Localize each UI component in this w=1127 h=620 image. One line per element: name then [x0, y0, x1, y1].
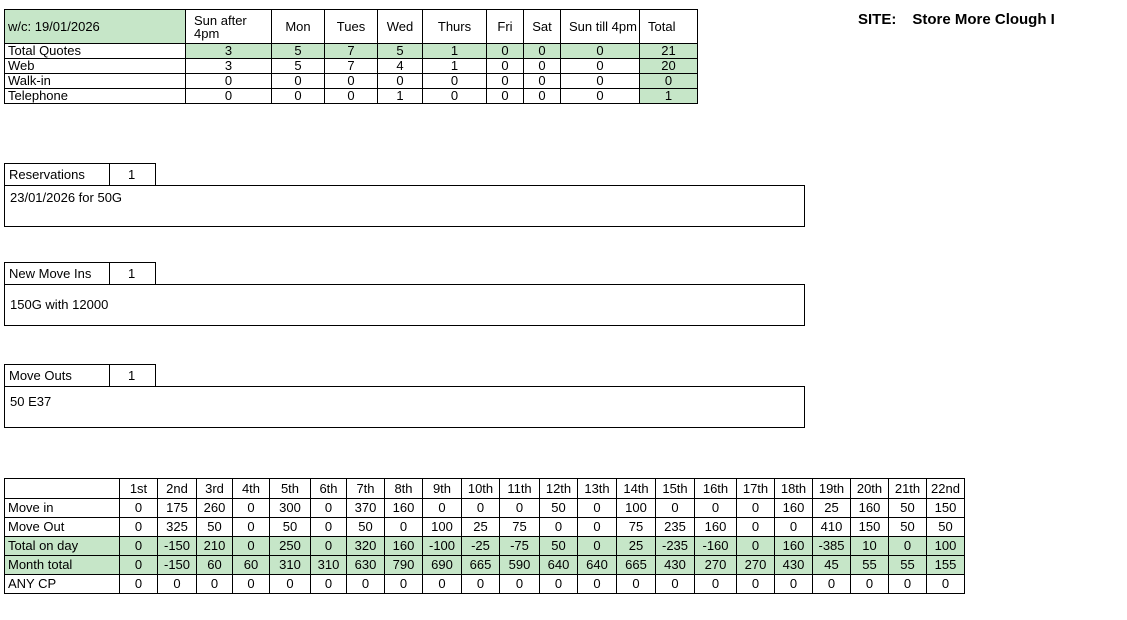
quotes-cell: 5: [378, 44, 423, 59]
daily-cell: -100: [423, 537, 462, 556]
day-header: 8th: [385, 479, 423, 499]
quotes-cell: 4: [378, 59, 423, 74]
daily-cell: 0: [500, 499, 540, 518]
daily-cell: 0: [737, 499, 775, 518]
daily-header-row: [5, 479, 965, 499]
quotes-cell: 0: [487, 89, 524, 104]
quotes-cell: 1: [378, 89, 423, 104]
daily-cell: 0: [311, 518, 347, 537]
daily-cell: 0: [270, 575, 311, 594]
day-header: 3rd: [197, 479, 233, 499]
daily-cell: 0: [656, 499, 695, 518]
daily-cell: 50: [347, 518, 385, 537]
daily-cell: 0: [695, 499, 737, 518]
quotes-row: [5, 89, 698, 104]
daily-cell: 0: [233, 537, 270, 556]
daily-cell: 160: [851, 499, 889, 518]
quotes-row: [5, 59, 698, 74]
week-commencing-label: w/c: 19/01/2026: [8, 18, 100, 34]
day-header: 22nd: [927, 479, 965, 499]
daily-cell: 0: [813, 575, 851, 594]
quotes-cell: 21: [640, 44, 698, 59]
col-header: Sun till 4pm: [561, 10, 640, 44]
day-header: 17th: [737, 479, 775, 499]
daily-cell: 300: [270, 499, 311, 518]
day-header: 13th: [578, 479, 617, 499]
quotes-cell: 0: [524, 44, 561, 59]
week-commencing-cell: [5, 10, 186, 44]
daily-cell: 160: [775, 537, 813, 556]
quotes-cell: 0: [524, 59, 561, 74]
daily-cell: 210: [197, 537, 233, 556]
quotes-cell: 3: [186, 59, 272, 74]
daily-cell: 0: [578, 575, 617, 594]
daily-corner-cell: [5, 479, 120, 499]
move-ins-count: 1: [110, 262, 156, 284]
daily-cell: 320: [347, 537, 385, 556]
day-header: 18th: [775, 479, 813, 499]
daily-cell: 260: [197, 499, 233, 518]
daily-cell: 155: [927, 556, 965, 575]
day-header: 6th: [311, 479, 347, 499]
daily-cell: 790: [385, 556, 423, 575]
daily-cell: 370: [347, 499, 385, 518]
daily-cell: 100: [617, 499, 656, 518]
daily-cell: 0: [737, 537, 775, 556]
daily-cell: 0: [617, 575, 656, 594]
quotes-cell: 0: [487, 59, 524, 74]
daily-cell: 0: [158, 575, 197, 594]
daily-cell: 665: [617, 556, 656, 575]
daily-cell: 0: [695, 575, 737, 594]
daily-cell: -160: [695, 537, 737, 556]
daily-cell: 0: [385, 575, 423, 594]
day-header: 15th: [656, 479, 695, 499]
site-title: [858, 11, 1055, 28]
daily-cell: 0: [578, 499, 617, 518]
daily-cell: 690: [423, 556, 462, 575]
daily-cell: 60: [197, 556, 233, 575]
daily-row: [5, 575, 965, 594]
quotes-cell: 0: [487, 74, 524, 89]
daily-row: [5, 518, 965, 537]
daily-cell: 160: [385, 499, 423, 518]
daily-cell: 235: [656, 518, 695, 537]
daily-cell: 0: [311, 575, 347, 594]
daily-cell: -235: [656, 537, 695, 556]
reservations-box: [4, 163, 805, 227]
daily-cell: 0: [500, 575, 540, 594]
quotes-cell: 0: [561, 44, 640, 59]
daily-cell: 0: [851, 575, 889, 594]
daily-row: [5, 556, 965, 575]
daily-cell: 0: [775, 518, 813, 537]
daily-cell: 50: [927, 518, 965, 537]
reservations-label: Reservations: [4, 163, 110, 185]
quotes-cell: 0: [423, 74, 487, 89]
daily-cell: 0: [311, 499, 347, 518]
daily-cell: 55: [851, 556, 889, 575]
quotes-cell: 0: [272, 89, 325, 104]
daily-row-label: Move in: [5, 499, 120, 518]
daily-cell: 0: [540, 518, 578, 537]
daily-cell: 175: [158, 499, 197, 518]
daily-cell: 25: [462, 518, 500, 537]
quotes-row-label: Telephone: [5, 89, 186, 104]
daily-cell: 630: [347, 556, 385, 575]
daily-cell: 0: [233, 518, 270, 537]
quotes-cell: 0: [325, 74, 378, 89]
quotes-cell: 0: [272, 74, 325, 89]
daily-cell: 160: [695, 518, 737, 537]
daily-cell: 100: [927, 537, 965, 556]
daily-cell: 0: [385, 518, 423, 537]
daily-cell: 60: [233, 556, 270, 575]
daily-cell: 310: [311, 556, 347, 575]
daily-cell: 0: [737, 518, 775, 537]
quotes-cell: 5: [272, 44, 325, 59]
daily-cell: 45: [813, 556, 851, 575]
daily-cell: 430: [656, 556, 695, 575]
daily-cell: 410: [813, 518, 851, 537]
daily-cell: -25: [462, 537, 500, 556]
daily-cell: 50: [889, 518, 927, 537]
daily-cell: 55: [889, 556, 927, 575]
reservations-notes: 23/01/2026 for 50G: [4, 185, 805, 227]
daily-cell: 50: [197, 518, 233, 537]
quotes-cell: 0: [186, 74, 272, 89]
daily-cell: 0: [540, 575, 578, 594]
daily-cell: 0: [889, 575, 927, 594]
quotes-header-row: [5, 10, 698, 44]
quotes-cell: 0: [524, 74, 561, 89]
daily-row-label: Month total: [5, 556, 120, 575]
daily-cell: 10: [851, 537, 889, 556]
day-header: 21th: [889, 479, 927, 499]
quotes-cell: 0: [561, 59, 640, 74]
move-ins-box: [4, 262, 805, 326]
daily-cell: 0: [120, 575, 158, 594]
quotes-cell: 0: [325, 89, 378, 104]
move-ins-label: New Move Ins: [4, 262, 110, 284]
day-header: 2nd: [158, 479, 197, 499]
col-header: Mon: [272, 10, 325, 44]
daily-cell: 75: [617, 518, 656, 537]
col-header: Wed: [378, 10, 423, 44]
daily-cell: 250: [270, 537, 311, 556]
daily-cell: 0: [197, 575, 233, 594]
col-header: Sun after 4pm: [186, 10, 272, 44]
daily-cell: 0: [775, 575, 813, 594]
quotes-cell: 0: [378, 74, 423, 89]
daily-cell: 0: [311, 537, 347, 556]
quotes-cell: 0: [524, 89, 561, 104]
daily-cell: 0: [120, 537, 158, 556]
daily-cell: 50: [889, 499, 927, 518]
daily-cell: 0: [578, 518, 617, 537]
daily-cell: 640: [540, 556, 578, 575]
daily-cell: 310: [270, 556, 311, 575]
daily-cell: 75: [500, 518, 540, 537]
daily-row: [5, 499, 965, 518]
day-header: 14th: [617, 479, 656, 499]
quotes-cell: 1: [423, 59, 487, 74]
daily-cell: 0: [656, 575, 695, 594]
quotes-row: [5, 44, 698, 59]
quotes-cell: 0: [487, 44, 524, 59]
daily-cell: -385: [813, 537, 851, 556]
move-outs-label: Move Outs: [4, 364, 110, 386]
quotes-row-label: Web: [5, 59, 186, 74]
daily-cell: 665: [462, 556, 500, 575]
move-outs-box: [4, 364, 805, 428]
day-header: 5th: [270, 479, 311, 499]
daily-cell: 0: [347, 575, 385, 594]
quotes-cell: 7: [325, 59, 378, 74]
daily-cell: 0: [462, 575, 500, 594]
daily-cell: 0: [120, 499, 158, 518]
daily-cell: 50: [270, 518, 311, 537]
day-header: 19th: [813, 479, 851, 499]
daily-cell: 0: [423, 499, 462, 518]
daily-cell: 160: [775, 499, 813, 518]
quotes-row-label: Total Quotes: [5, 44, 186, 59]
daily-cell: 325: [158, 518, 197, 537]
daily-cell: 430: [775, 556, 813, 575]
daily-cell: 0: [120, 556, 158, 575]
daily-cell: 25: [617, 537, 656, 556]
daily-cell: 0: [120, 518, 158, 537]
quotes-cell: 0: [561, 89, 640, 104]
quotes-table: [4, 9, 698, 104]
daily-cell: 0: [233, 575, 270, 594]
col-header: Fri: [487, 10, 524, 44]
daily-cell: 160: [385, 537, 423, 556]
daily-row: [5, 537, 965, 556]
day-header: 4th: [233, 479, 270, 499]
day-header: 20th: [851, 479, 889, 499]
quotes-cell: 7: [325, 44, 378, 59]
col-header: Tues: [325, 10, 378, 44]
daily-cell: -150: [158, 556, 197, 575]
daily-cell: 0: [737, 575, 775, 594]
daily-row-label: Move Out: [5, 518, 120, 537]
daily-cell: -150: [158, 537, 197, 556]
day-header: 1st: [120, 479, 158, 499]
move-outs-count: 1: [110, 364, 156, 386]
quotes-cell: 3: [186, 44, 272, 59]
quotes-row: [5, 74, 698, 89]
daily-cell: -75: [500, 537, 540, 556]
daily-row-label: Total on day: [5, 537, 120, 556]
reservations-count: 1: [110, 163, 156, 185]
quotes-cell: 0: [640, 74, 698, 89]
site-label: SITE:: [858, 11, 897, 28]
day-header: 12th: [540, 479, 578, 499]
quotes-cell: 5: [272, 59, 325, 74]
quotes-row-label: Walk-in: [5, 74, 186, 89]
move-outs-notes: 50 E37: [4, 386, 805, 428]
daily-cell: 100: [423, 518, 462, 537]
col-header: Total: [640, 10, 698, 44]
daily-cell: 0: [233, 499, 270, 518]
col-header: Sat: [524, 10, 561, 44]
daily-cell: 0: [927, 575, 965, 594]
daily-cell: 25: [813, 499, 851, 518]
daily-cell: 0: [423, 575, 462, 594]
daily-table: [4, 478, 965, 594]
daily-row-label: ANY CP: [5, 575, 120, 594]
quotes-cell: 0: [186, 89, 272, 104]
day-header: 9th: [423, 479, 462, 499]
daily-cell: 270: [737, 556, 775, 575]
day-header: 11th: [500, 479, 540, 499]
daily-cell: 50: [540, 499, 578, 518]
site-name: Store More Clough I: [912, 11, 1055, 28]
quotes-cell: 0: [561, 74, 640, 89]
move-ins-notes: 150G with 12000: [4, 284, 805, 326]
day-header: 7th: [347, 479, 385, 499]
daily-cell: 0: [462, 499, 500, 518]
quotes-cell: 1: [423, 44, 487, 59]
quotes-cell: 1: [640, 89, 698, 104]
day-header: 10th: [462, 479, 500, 499]
daily-cell: 50: [540, 537, 578, 556]
daily-cell: 640: [578, 556, 617, 575]
day-header: 16th: [695, 479, 737, 499]
daily-cell: 0: [578, 537, 617, 556]
daily-cell: 590: [500, 556, 540, 575]
quotes-cell: 0: [423, 89, 487, 104]
col-header: Thurs: [423, 10, 487, 44]
daily-cell: 150: [851, 518, 889, 537]
quotes-cell: 20: [640, 59, 698, 74]
daily-cell: 150: [927, 499, 965, 518]
daily-cell: 270: [695, 556, 737, 575]
daily-cell: 0: [889, 537, 927, 556]
